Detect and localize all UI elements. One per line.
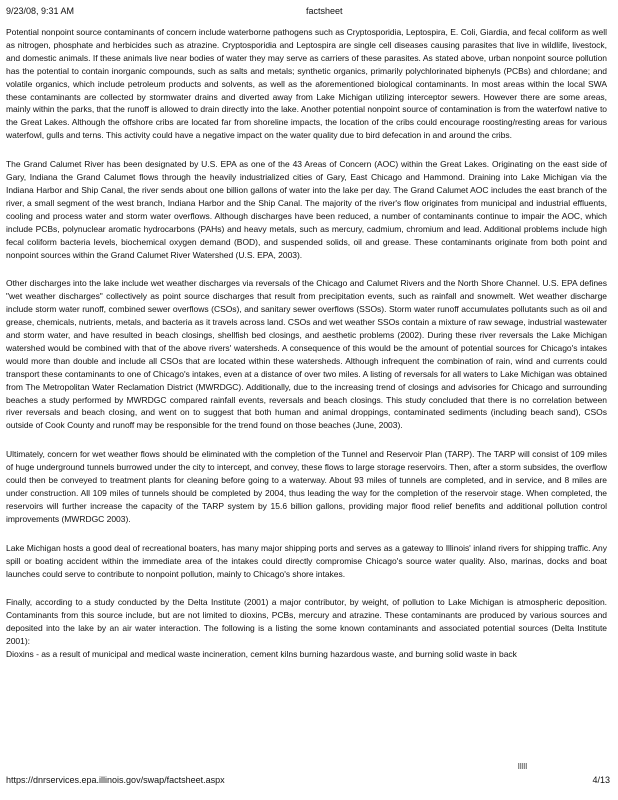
contaminant-term: Dioxins	[6, 649, 34, 660]
print-date: 9/23/08, 9:31 AM	[6, 6, 75, 16]
contaminant-sources: - as a result of municipal and medical waste incineration, cement kilns burning hazardous waste, and burning solid waste in back	[33, 649, 517, 660]
paragraph-tarp: Ultimately, concern for wet weather flows should be eliminated with the completion of the Tunnel and Reservoir Plan (TARP). The TARP will consist of 109 miles of huge underground tunnels burrowed under the city to intercept, and convey, these flows to large storage reservoirs. Then, after a storm subsides, the overflow could then be conveyed to treatment plants for cleaning before going to a waterway. About 93 miles of tunnels are completed, and in service, and 8 miles are under construction. All 109 miles of tunnels should be completed by 2004, thus leading the way for the completion of the reservoir stage. When completed, the reservoirs will further increase the capacity of the TARP system by 15.6 billion gallons, providing major flood relief benefits and additional pollution control improvements (MWRDGC 2003).	[6, 449, 607, 524]
print-header	[6, 6, 610, 20]
paragraph-boating: Lake Michigan hosts a good deal of recreational boaters, has many major shipping ports and serves as a gateway to Illinois' inland rivers for shipping traffic. Any spill or boating accident within the immediate area of the intakes could directly compromise Chicago's source water quality. Also, marinas, docks and boat launches could serve to contribute to nonpoint pollution, mainly to Chicago's shore intakes.	[6, 542, 607, 579]
print-title: factsheet	[306, 6, 343, 16]
paragraph-atmospheric: Finally, according to a study conducted by the Delta Institute (2001) a major contributor, by weight, of pollution to Lake Michigan is atmospheric deposition. Contaminants from this source include, but are not limited to dioxins, PCBs, mercury and atrazine. These contaminants are produced by various sources and deposited into the lake by an air water interaction. The following is a listing the some known contaminants and associated potential sources (Delta Institute 2001):	[6, 597, 607, 647]
page-number: 4/13	[592, 775, 610, 785]
contaminant-list-item	[6, 648, 607, 661]
paragraph-nonpoint-sources: Potential nonpoint source contaminants of concern include waterborne pathogens such as Cryptosporidia, Leptospira, E. Coli, Giardia, and fecal coliform as well as nitrogen, phosphate and herbicides such as atrazine. Cryptosporidia and Leptospira are single cell diseases causing parasites that live in wildlife, livestock, and domestic animals. If these animals live near bodies of water they may serve as carriers of these parasites. As stated above, urban nonpoint source pollution has the potential to contain inorganic compounds, such as salts and metals; synthetic organics, primarily polychlorinated biphenyls (PCBs) and chlordane; and volatile organics, which include petroleum products and solvents, as well as the aforementioned biological contaminants. In most areas within the local SWA these contaminants are collected by stormwater drains and diverted away from Lake Michigan utilizing interceptor sewers. However there are some areas, mainly within the parks, that the runoff is allowed to drain directly into the lake. Another potential nonpoint source of contamination is from the waterfowl native to the Great Lakes. Although the offshore cribs are located far from shoreline impacts, the location of the cribs could encourage roosting/resting areas for various waterfowl, gulls and terns. This activity could have a negative impact on the water quality due to bird defecation in and around the cribs.	[6, 27, 607, 141]
print-footer	[6, 775, 610, 789]
paragraph-grand-calumet: The Grand Calumet River has been designated by U.S. EPA as one of the 43 Areas of Concern (AOC) within the Great Lakes. Originating on the east side of Gary, Indiana the Grand Calumet flows through the heavily industrialized cities of Gary, East Chicago and Hammond. Draining into Lake Michigan via the Indiana Harbor and Ship Canal, the river sends about one billion gallons of water into the lake per day. The Grand Calumet AOC includes the east branch of the river, a small segment of the west branch, Indiana Harbor and the Ship Canal. The majority of the river's flow originates from municipal and industrial effluents, cooling and process water and storm water overflows. Although discharges have been reduced, a number of contaminants continue to impair the AOC, which include PCBs, polynuclear aromatic hydrocarbons (PAHs) and heavy metals, such as mercury, cadmium, chromium and lead. Additional problems include high fecal coliform bacteria levels, biochemical oxygen demand (BOD), and suspended solids, oil and grease. These contaminants originate from both point and nonpoint sources within the Grand Calumet River Watershed (U.S. EPA, 2003).	[6, 159, 607, 260]
page-url: https://dnrservices.epa.illinois.gov/swap/factsheet.aspx	[6, 775, 225, 785]
scan-mark-icon	[518, 763, 527, 769]
paragraph-wet-weather: Other discharges into the lake include wet weather discharges via reversals of the Chicago and Calumet Rivers and the North Shore Channel. U.S. EPA defines "wet weather discharges" collectively as point source discharges that result from precipitation events, such as rainfall and snowmelt. Wet weather discharge include storm water runoff, combined sewer overflows (CSOs), and sanitary sewer overflows (SSOs). Storm water runoff accumulates pollutants such as oil and grease, chemicals, nutrients, metals, and bacteria as it travels across land. CSOs and wet weather SSOs contain a mixture of raw sewage, industrial wastewater and storm water, and have resulted in beach closings, shellfish bed closings, and aesthetic problems (2002). During these river reversals the Lake Michigan watershed would be combined with that of the above rivers' watersheds. A consequence of this would be the amount of potential sources for Chicago's intakes would more than double and include all CSOs that are located within these watersheds. Although infrequent the combination of rain, wind and currents could transport these contaminants to one of Chicago's intakes, even at a distance of over two miles. A listing of reversals for all waters to Lake Michigan was obtained from The Metropolitan Water Reclamation District (MWRDGC). Additionally, due to the increasing trend of closings and advisories for Chicago and surrounding beaches a study performed by MWRDGC compared rainfall events, reversals and beach closings. This study concluded that there is no correlation between river reversals and beach closing, and went on to suggest that both human and animal droppings, contaminated sediments (including beach sand), CSOs outside of Cook County and runoff may be responsible for the trend found on those beaches (June, 2003).	[6, 278, 607, 431]
document-body	[6, 26, 607, 661]
